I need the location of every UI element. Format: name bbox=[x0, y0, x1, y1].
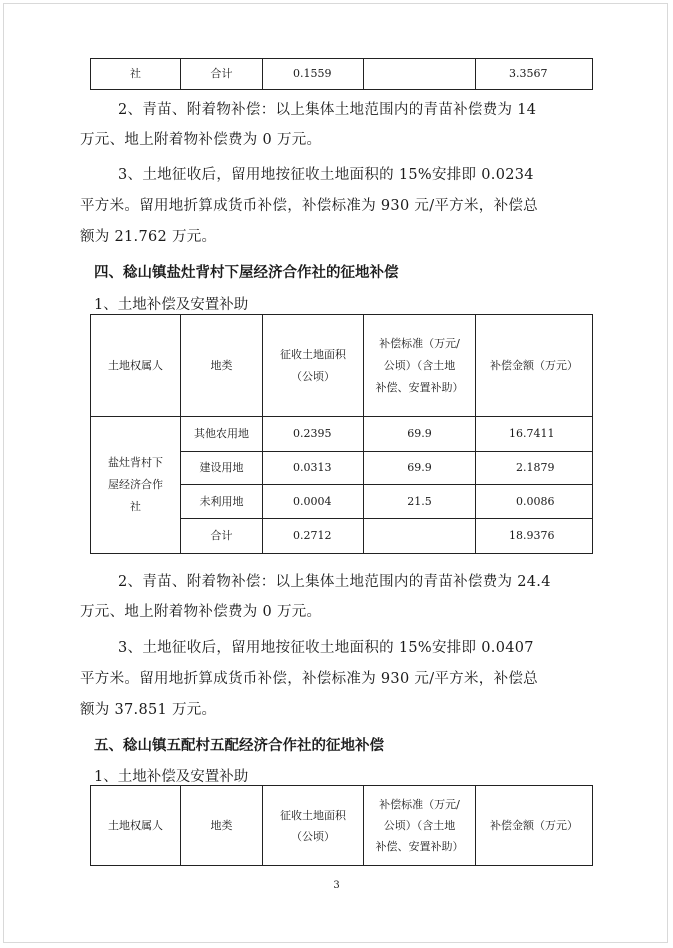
amount-cell: 18.9376 bbox=[476, 519, 593, 554]
paragraph-line: 额为 37.851 万元。 bbox=[80, 702, 217, 718]
paragraph-line: 2、青苗、附着物补偿：以上集体土地范围内的青苗补偿费为 14 bbox=[118, 102, 537, 118]
header-row bbox=[91, 786, 593, 866]
header-amount: 补偿金额（万元） bbox=[476, 315, 593, 417]
land-type-cell: 未利用地 bbox=[181, 485, 263, 519]
compensation-table-section5 bbox=[90, 785, 593, 866]
header-land-type: 地类 bbox=[181, 786, 263, 866]
header-area-line1: 征收土地面积 bbox=[280, 347, 346, 361]
area-cell: 0.2395 bbox=[263, 417, 364, 452]
header-standard-line2: 公顷）（含土地 bbox=[383, 819, 456, 832]
land-type-cell: 建设用地 bbox=[181, 452, 263, 485]
header-area bbox=[263, 786, 364, 866]
standard-cell bbox=[364, 59, 476, 90]
land-type-cell: 合计 bbox=[181, 519, 263, 554]
paragraph-line: 3、土地征收后，留用地按征收土地面积的 15%安排即 0.0234 bbox=[118, 167, 534, 183]
header-standard bbox=[364, 315, 476, 417]
header-standard bbox=[364, 786, 476, 866]
standard-cell: 69.9 bbox=[364, 452, 476, 485]
owner-line3: 社 bbox=[130, 500, 141, 513]
amount-cell: 2.1879 bbox=[476, 452, 593, 485]
paragraph-line: 平方米。留用地折算成货币补偿，补偿标准为 930 元/平方米，补偿总 bbox=[80, 198, 538, 214]
amount-cell: 16.7411 bbox=[476, 417, 593, 452]
owner-line2: 屋经济合作 bbox=[108, 478, 163, 491]
header-area-line2: （公顷） bbox=[291, 829, 335, 843]
amount-cell: 3.3567 bbox=[476, 59, 593, 90]
amount-cell: 0.0086 bbox=[476, 485, 593, 519]
standard-cell bbox=[364, 519, 476, 554]
paragraph-line: 额为 21.762 万元。 bbox=[80, 229, 217, 245]
header-area-line2: （公顷） bbox=[291, 369, 335, 383]
paragraph-line: 平方米。留用地折算成货币补偿，补偿标准为 930 元/平方米，补偿总 bbox=[80, 671, 538, 687]
area-cell: 0.2712 bbox=[263, 519, 364, 554]
compensation-table-top bbox=[90, 58, 593, 90]
table-row bbox=[91, 417, 593, 452]
area-cell: 0.0313 bbox=[263, 452, 364, 485]
section-heading: 四、稔山镇盐灶背村下屋经济合作社的征地补偿 bbox=[94, 265, 399, 281]
header-amount: 补偿金额（万元） bbox=[476, 786, 593, 866]
header-area-line1: 征收土地面积 bbox=[280, 808, 346, 822]
header-standard-line2: 公顷）（含土地 bbox=[383, 358, 456, 372]
header-standard-line3: 补偿、安置补助） bbox=[375, 380, 464, 394]
page-number: 3 bbox=[333, 880, 340, 891]
section-heading: 五、稔山镇五配村五配经济合作社的征地补偿 bbox=[94, 738, 384, 754]
paragraph-line: 2、青苗、附着物补偿：以上集体土地范围内的青苗补偿费为 24.4 bbox=[118, 574, 551, 590]
paragraph-line: 万元、地上附着物补偿费为 0 万元。 bbox=[80, 604, 322, 620]
owner-line1: 盐灶背村下 bbox=[108, 456, 163, 469]
header-owner: 土地权属人 bbox=[91, 786, 181, 866]
area-cell: 0.0004 bbox=[263, 485, 364, 519]
land-type-cell: 其他农用地 bbox=[181, 417, 263, 452]
table-row bbox=[91, 59, 593, 90]
land-type-cell: 合计 bbox=[181, 59, 263, 90]
compensation-table-section4 bbox=[90, 314, 593, 554]
header-area bbox=[263, 315, 364, 417]
subsection-title: 1、土地补偿及安置补助 bbox=[94, 297, 249, 313]
header-owner: 土地权属人 bbox=[91, 315, 181, 417]
paragraph-line: 3、土地征收后，留用地按征收土地面积的 15%安排即 0.0407 bbox=[118, 640, 534, 656]
area-cell: 0.1559 bbox=[263, 59, 364, 90]
header-land-type: 地类 bbox=[181, 315, 263, 417]
header-standard-line3: 补偿、安置补助） bbox=[375, 840, 464, 853]
header-standard-line1: 补偿标准（万元/ bbox=[379, 798, 460, 811]
paragraph-line: 万元、地上附着物补偿费为 0 万元。 bbox=[80, 132, 322, 148]
subsection-title: 1、土地补偿及安置补助 bbox=[94, 769, 249, 785]
header-row bbox=[91, 315, 593, 417]
owner-cell: 社 bbox=[91, 59, 181, 90]
standard-cell: 21.5 bbox=[364, 485, 476, 519]
standard-cell: 69.9 bbox=[364, 417, 476, 452]
header-standard-line1: 补偿标准（万元/ bbox=[379, 336, 460, 350]
owner-cell bbox=[91, 417, 181, 554]
